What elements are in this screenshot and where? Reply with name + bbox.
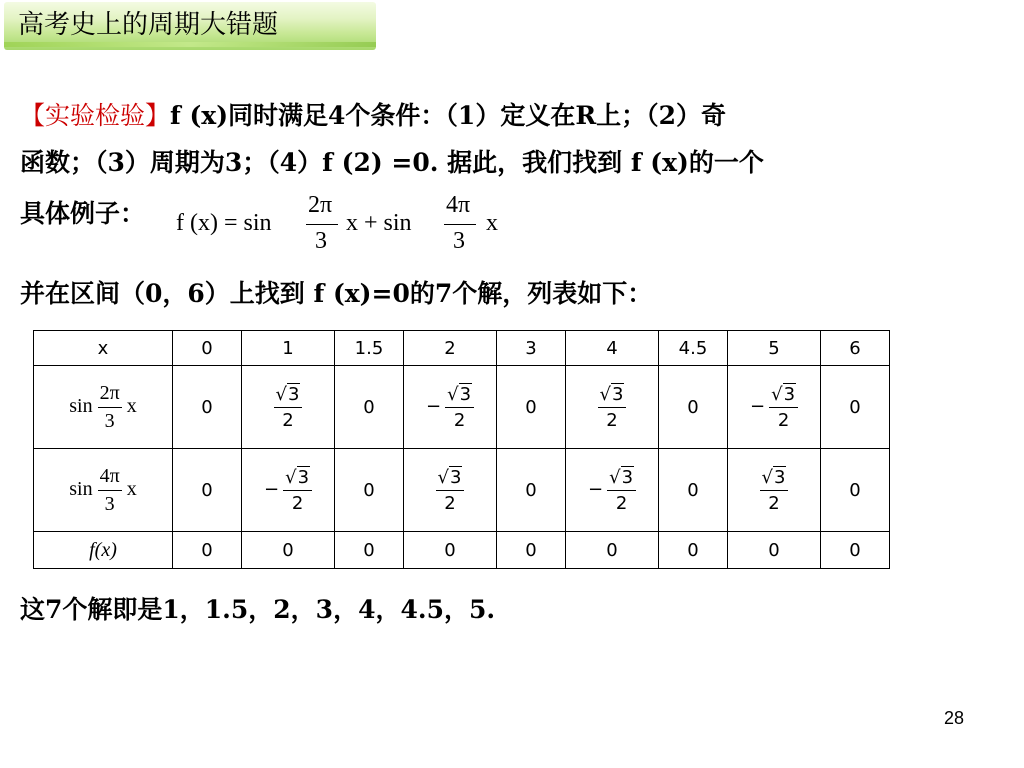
- value-fraction-den: 2: [768, 492, 780, 514]
- value-fraction-den: 2: [453, 409, 466, 431]
- sqrt-radicand: 3: [783, 383, 796, 405]
- value-fraction-num: [769, 384, 798, 405]
- value-cell: 0: [659, 366, 728, 449]
- sqrt-radicand: 3: [459, 383, 472, 405]
- intro-line-1: [20, 98, 726, 134]
- label-fraction-bar: [98, 407, 122, 408]
- page-number: 28: [943, 708, 964, 728]
- value-fraction: [607, 467, 636, 514]
- table-row-fx: [34, 532, 890, 569]
- x-cell: 1: [242, 331, 335, 366]
- value-fraction: [283, 467, 312, 514]
- label-suffix: x: [121, 394, 137, 417]
- formula-lhs: f (x) = sin: [176, 210, 272, 236]
- value-cell: [404, 366, 497, 449]
- fx-cell: 0: [335, 532, 404, 569]
- x-cell: 5: [728, 331, 821, 366]
- intro-line-2: 函数；（3）周期为3；（4）f (2) =0. 据此，我们找到 f (x)的一个: [20, 148, 764, 177]
- value-fraction: [760, 467, 789, 514]
- value-fraction-den: 2: [615, 492, 628, 514]
- label-fraction-bar: [98, 490, 122, 491]
- label-fraction-num: 4π: [99, 464, 120, 487]
- value-cell: [566, 366, 659, 449]
- value-cell: 0: [821, 449, 890, 532]
- fx-cell: 0: [566, 532, 659, 569]
- x-cell: 4.5: [659, 331, 728, 366]
- value-fraction-bar: [760, 490, 789, 491]
- sqrt-value: [438, 467, 463, 488]
- value-cell: [404, 449, 497, 532]
- experiment-tag: 【实验检验】: [20, 101, 171, 130]
- formula-end: x: [486, 210, 498, 236]
- slide-title: 高考史上的周期大错题: [18, 10, 279, 40]
- label-prefix: sin: [69, 477, 98, 500]
- value-cell: [728, 449, 821, 532]
- value-fraction-bar: [598, 407, 627, 408]
- x-cell: 6: [821, 331, 890, 366]
- x-cell: 4: [566, 331, 659, 366]
- sqrt-sign: √: [761, 466, 774, 488]
- sqrt-value: [447, 384, 472, 405]
- value-fraction-den: 2: [777, 409, 790, 431]
- fx-cell: 0: [173, 532, 242, 569]
- sqrt-value: [609, 467, 634, 488]
- formula-frac1-num: 2π: [308, 192, 333, 218]
- value-fraction-den: 2: [282, 409, 294, 431]
- value-cell: [242, 366, 335, 449]
- x-cell: 2: [404, 331, 497, 366]
- fx-cell: 0: [659, 532, 728, 569]
- label-suffix: x: [121, 477, 137, 500]
- intro-line-1-text: f (x)同时满足4个条件：（1）定义在R上；（2）奇: [170, 101, 726, 130]
- formula-frac1-den: 3: [315, 228, 327, 254]
- value-fraction-num: [445, 384, 474, 405]
- value-fraction-num: [760, 467, 789, 488]
- value-fraction-bar: [274, 407, 303, 408]
- label-prefix: sin: [69, 394, 98, 417]
- table-row-sin-4pi: [34, 449, 890, 532]
- row-label: [34, 366, 173, 449]
- label-fraction-num: 2π: [99, 381, 120, 404]
- formula-frac2-den: 3: [453, 228, 465, 254]
- x-cell: 3: [497, 331, 566, 366]
- value-cell: [566, 449, 659, 532]
- value-fraction-num: [598, 384, 627, 405]
- value-cell: 0: [497, 449, 566, 532]
- table-row-sin-2pi: [34, 366, 890, 449]
- value-cell: 0: [335, 366, 404, 449]
- title-banner-stripe: [4, 42, 376, 47]
- label-fraction: [98, 465, 122, 516]
- minus-sign: −: [749, 396, 766, 417]
- sqrt-radicand: 3: [450, 466, 462, 488]
- formula-frac2-num: 4π: [446, 192, 471, 218]
- fx-cell: 0: [728, 532, 821, 569]
- value-cell: 0: [497, 366, 566, 449]
- value-fraction-bar: [445, 407, 474, 408]
- sqrt-radicand: 3: [612, 383, 624, 405]
- fx-cell: 0: [821, 532, 890, 569]
- x-cell: 0: [173, 331, 242, 366]
- value-fraction-bar: [436, 490, 465, 491]
- formula-frac2-bar: [444, 224, 476, 225]
- sqrt-sign: √: [609, 466, 621, 488]
- sqrt-radicand: 3: [288, 383, 300, 405]
- sqrt-sign: √: [447, 383, 459, 405]
- solution-table: [33, 330, 890, 569]
- value-cell: 0: [173, 366, 242, 449]
- conclusion-text: 这7个解即是1，1.5，2，3，4，4.5，5.: [20, 595, 496, 624]
- label-fraction: [98, 382, 122, 433]
- formula-mid: x + sin: [346, 210, 412, 236]
- sqrt-radicand: 3: [774, 466, 786, 488]
- value-fraction-num: [607, 467, 636, 488]
- sqrt-value: [600, 384, 625, 405]
- fx-cell: 0: [242, 532, 335, 569]
- value-fraction-den: 2: [606, 409, 618, 431]
- fx-cell: 0: [497, 532, 566, 569]
- formula-frac1-bar: [306, 224, 338, 225]
- table-row-x: [34, 331, 890, 366]
- sqrt-sign: √: [599, 383, 612, 405]
- sqrt-sign: √: [437, 466, 450, 488]
- value-fraction-den: 2: [291, 492, 304, 514]
- value-cell: 0: [821, 366, 890, 449]
- sqrt-sign: √: [771, 383, 783, 405]
- value-fraction-bar: [283, 490, 312, 491]
- intro-line-4: 并在区间（0，6）上找到 f (x)=0的7个解，列表如下：: [20, 279, 653, 308]
- table-header-x: x: [34, 331, 173, 366]
- value-fraction-num: [274, 384, 303, 405]
- value-cell: 0: [335, 449, 404, 532]
- title-banner: [4, 2, 376, 50]
- value-fraction: [445, 384, 474, 431]
- value-cell: 0: [173, 449, 242, 532]
- value-cell: [242, 449, 335, 532]
- row-label: [34, 449, 173, 532]
- value-cell: 0: [659, 449, 728, 532]
- sqrt-value: [762, 467, 787, 488]
- sqrt-value: [285, 467, 310, 488]
- x-cell: 1.5: [335, 331, 404, 366]
- value-fraction-den: 2: [444, 492, 456, 514]
- value-fraction-num: [283, 467, 312, 488]
- value-fraction: [769, 384, 798, 431]
- value-fraction-bar: [607, 490, 636, 491]
- value-fraction: [274, 384, 303, 431]
- intro-line-3: 具体例子：: [20, 199, 146, 228]
- fx-cell: 0: [404, 532, 497, 569]
- minus-sign: −: [263, 479, 280, 500]
- value-fraction: [436, 467, 465, 514]
- sqrt-value: [771, 384, 796, 405]
- value-fraction-bar: [769, 407, 798, 408]
- sqrt-radicand: 3: [621, 466, 634, 488]
- label-fraction-den: 3: [104, 409, 115, 432]
- minus-sign: −: [425, 396, 442, 417]
- sqrt-sign: √: [275, 383, 288, 405]
- sqrt-sign: √: [285, 466, 297, 488]
- minus-sign: −: [587, 479, 604, 500]
- fx-label: f(x): [34, 532, 173, 569]
- sqrt-radicand: 3: [297, 466, 310, 488]
- value-cell: [728, 366, 821, 449]
- label-fraction-den: 3: [104, 492, 115, 515]
- value-fraction: [598, 384, 627, 431]
- sqrt-value: [276, 384, 301, 405]
- value-fraction-num: [436, 467, 465, 488]
